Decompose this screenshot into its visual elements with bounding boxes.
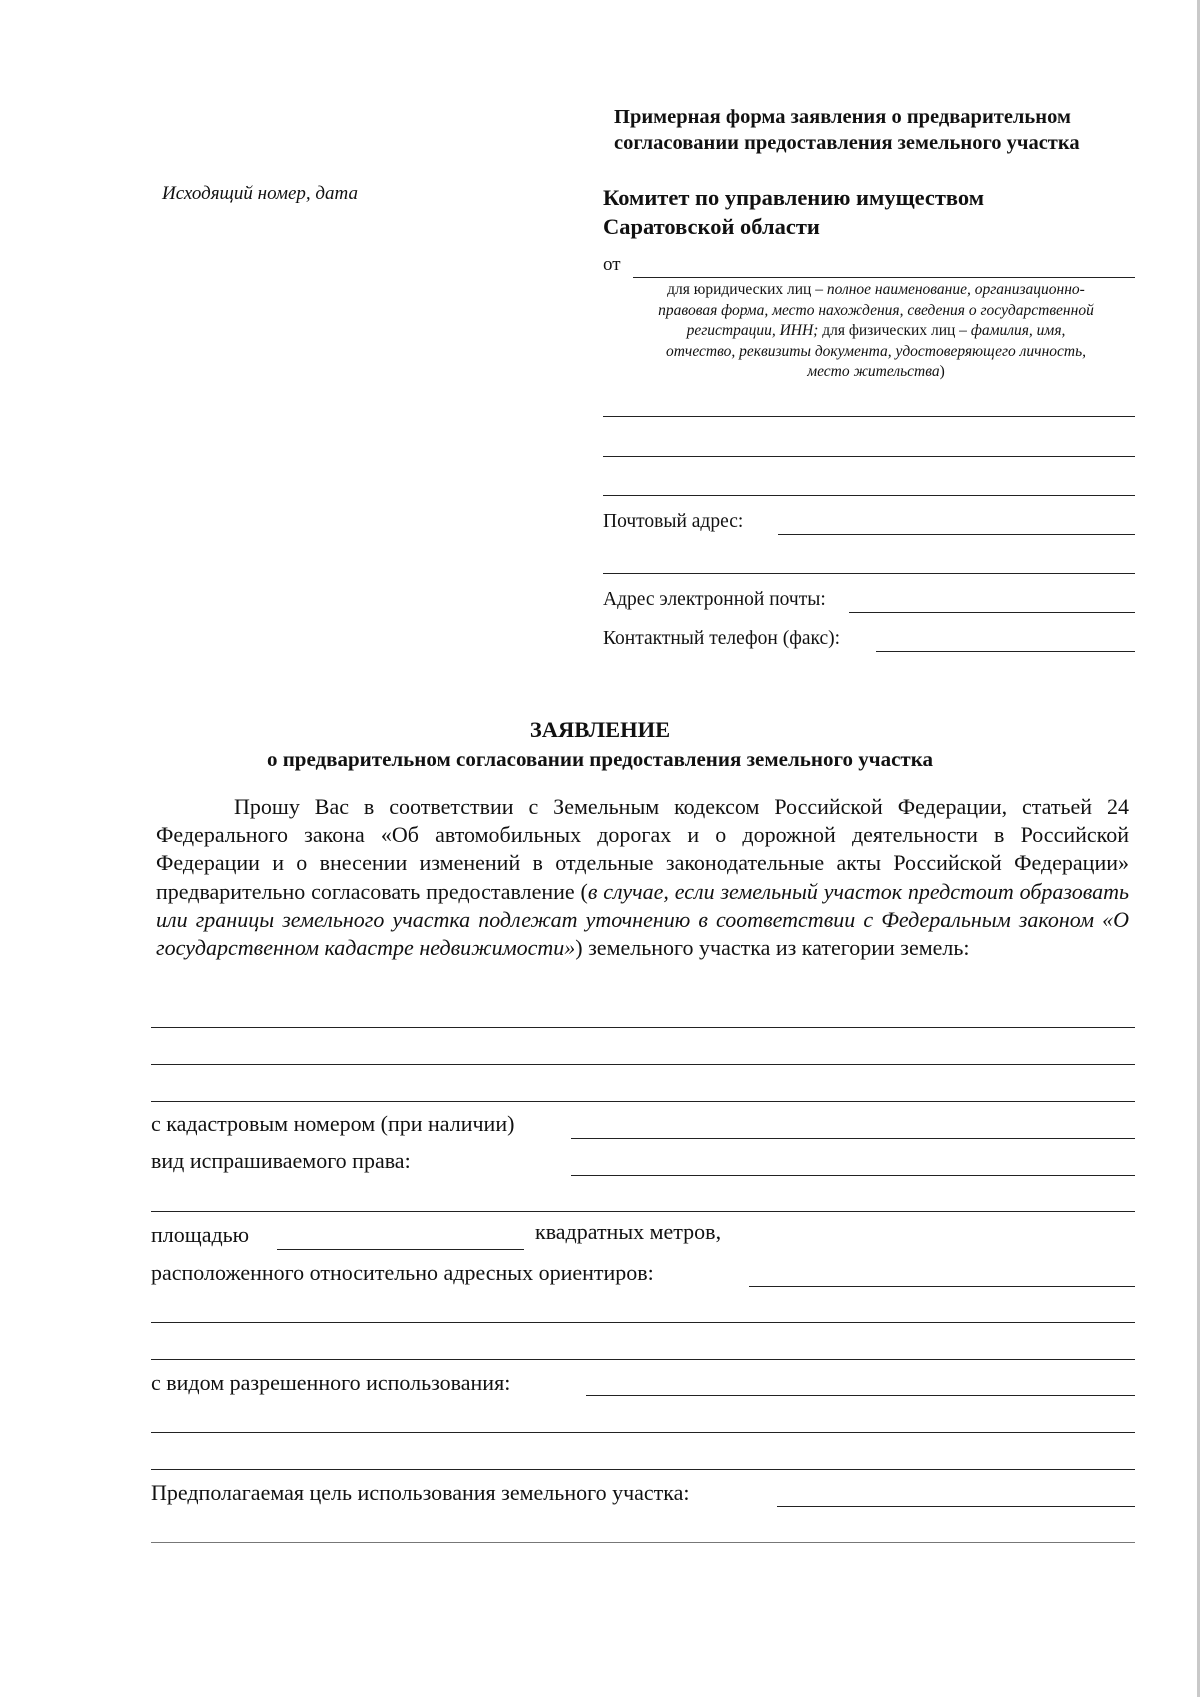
cadastral-number-label: с кадастровым номером (при наличии) [151, 1111, 515, 1136]
location-field-line-2[interactable] [151, 1322, 1135, 1323]
cadastral-number-field[interactable] [571, 1138, 1135, 1139]
statement-body-text: Прошу Вас в соответствии с Земельным кодексом Российской Федерации, статьей 24 Федерального закона «Об автомобильных дорогах и о дорожной деятельности в Российской Федерации и о внесении изменений в отдельные законодательные акты Российской Федерации» предварительно согласовать предоставление ( [156, 794, 1129, 904]
hint-line: регистрации, ИНН; для физических лиц – фамилия, имя, [686, 322, 1066, 339]
statement-body-text-end: ) земельного участка из категории земель: [575, 935, 970, 961]
area-label: площадью [151, 1222, 250, 1247]
requested-right-type-label: вид испрашиваемого права: [151, 1148, 411, 1173]
permitted-use-field[interactable] [586, 1395, 1135, 1396]
permitted-use-field-line-2[interactable] [151, 1432, 1135, 1433]
hint-line: для юридических лиц – полное наименование, организационно- [667, 281, 1085, 298]
permitted-use-label: с видом разрешенного использования: [151, 1370, 511, 1395]
applicant-details-line-1[interactable] [603, 416, 1135, 417]
intended-purpose-label: Предполагаемая цель использования земельного участка: [151, 1480, 690, 1505]
location-field-line-3[interactable] [151, 1359, 1135, 1360]
hint-line: место жительства) [807, 363, 945, 380]
statement-body [156, 793, 1129, 962]
hint-line: отчество, реквизиты документа, удостоверяющего личность, [665, 342, 1087, 360]
email-label: Адрес электронной почты: [603, 589, 826, 610]
addressee-line-1: Комитет по управлению имуществом [603, 185, 985, 210]
from-label: от [603, 254, 621, 275]
area-field[interactable] [277, 1249, 524, 1250]
applicant-details-line-2[interactable] [603, 456, 1135, 457]
form-title-line-1: Примерная форма заявления о предварительном [614, 106, 1071, 128]
requested-right-type-field[interactable] [571, 1175, 1135, 1176]
phone-field[interactable] [876, 651, 1135, 652]
land-category-field-line-3[interactable] [151, 1101, 1135, 1102]
intended-purpose-field-line-2[interactable] [151, 1542, 1135, 1543]
hint-line: правовая форма, место нахождения, сведения о государственной [658, 301, 1094, 319]
email-field[interactable] [849, 612, 1135, 613]
permitted-use-field-line-3[interactable] [151, 1469, 1135, 1470]
postal-address-field-line-2[interactable] [603, 573, 1135, 574]
postal-address-label: Почтовый адрес: [603, 511, 744, 532]
requested-right-type-field-line-2[interactable] [151, 1211, 1135, 1212]
addressee [603, 183, 984, 241]
applicant-details-line-3[interactable] [603, 495, 1135, 496]
location-field[interactable] [749, 1286, 1135, 1287]
statement-subtitle: о предварительном согласовании предоставления земельного участка [266, 747, 934, 771]
phone-label: Контактный телефон (факс): [603, 628, 841, 649]
form-title [614, 104, 1080, 156]
form-title-line-2: согласовании предоставления земельного участка [614, 132, 1080, 154]
postal-address-field[interactable] [778, 534, 1135, 535]
applicant-name-field[interactable] [633, 277, 1135, 278]
intended-purpose-field[interactable] [777, 1506, 1135, 1507]
land-category-field-line-2[interactable] [151, 1064, 1135, 1065]
location-label: расположенного относительно адресных ориентиров: [151, 1260, 654, 1285]
statement-title: ЗАЯВЛЕНИЕ [529, 717, 671, 742]
statement-body-italic: в случае, если земельный участок предстоит образовать или границы земельного участка подлежат уточнению в соответствии с Федеральным законом «О государственном кадастре недвижимости» [156, 878, 1129, 961]
applicant-hint [626, 280, 1126, 383]
addressee-line-2: Саратовской области [603, 214, 820, 239]
land-category-field-line-1[interactable] [151, 1027, 1135, 1028]
outgoing-number-date-label: Исходящий номер, дата [162, 183, 358, 204]
area-unit-label: квадратных метров, [535, 1219, 722, 1244]
